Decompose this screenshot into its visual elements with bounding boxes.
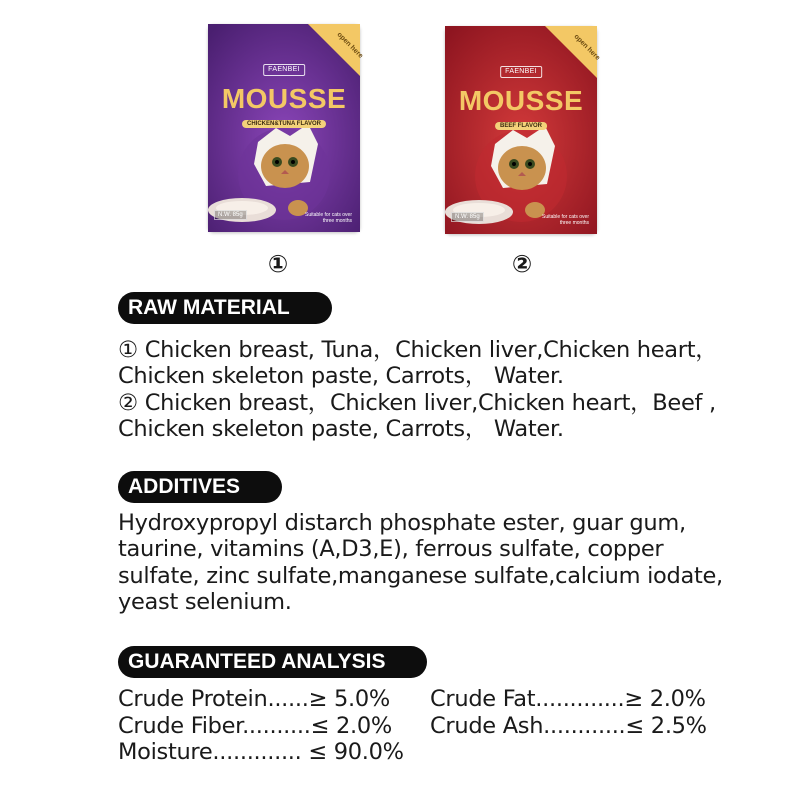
raw-material-line-1: ① Chicken breast, Tuna，Chicken liver,Chicken heart， — [118, 337, 718, 363]
raw-material-heading: RAW MATERIAL — [118, 292, 318, 324]
pouch-1-suitable: Suitable for cats over three months — [305, 212, 352, 224]
crude-fiber-value: Crude Fiber..........≤ 2.0% — [118, 713, 392, 739]
pouch-1-brand: FAENBEI — [263, 64, 305, 76]
pouch-1-open-here: open here — [334, 31, 364, 60]
guaranteed-analysis-heading: GUARANTEED ANALYSIS — [118, 646, 413, 678]
additives-line-1: Hydroxypropyl distarch phosphate ester, guar gum, — [118, 510, 686, 536]
raw-material-line-2: Chicken skeleton paste, Carrots， Water. — [118, 363, 564, 389]
additives-heading: ADDITIVES — [118, 471, 268, 503]
pouch-1-net-weight: N.W. 85g — [214, 210, 247, 220]
crude-fat-value: Crude Fat.............≥ 2.0% — [430, 686, 706, 712]
pouch-2-suitable: Suitable for cats over three months — [542, 214, 589, 226]
product-2-number: ② — [511, 250, 533, 278]
pouch-1-flavor: CHICKEN&TUNA FLAVOR — [242, 120, 326, 128]
additives-line-4: yeast selenium. — [118, 589, 292, 615]
additives-line-3: sulfate, zinc sulfate,manganese sulfate,calcium iodate, — [118, 563, 723, 589]
raw-material-line-4: Chicken skeleton paste, Carrots， Water. — [118, 416, 564, 442]
pouch-2-net-weight: N.W. 85g — [451, 212, 484, 222]
product-pouch-2 — [445, 26, 601, 234]
pouch-2-open-here: open here — [571, 33, 601, 62]
pouch-1-title: MOUSSE — [221, 83, 347, 114]
pouch-2-flavor: BEEF FLAVOR — [495, 122, 547, 130]
product-pouch-1 — [208, 24, 364, 232]
raw-material-line-3: ② Chicken breast，Chicken liver,Chicken heart，Beef , — [118, 390, 716, 416]
moisture-value: Moisture............. ≤ 90.0% — [118, 739, 404, 765]
pouch-2-artwork — [445, 26, 597, 234]
pouch-2-brand: FAENBEI — [500, 66, 542, 78]
pouch-1-artwork — [208, 24, 360, 232]
product-1-number: ① — [267, 250, 289, 278]
crude-protein-value: Crude Protein......≥ 5.0% — [118, 686, 390, 712]
pouch-2-title: MOUSSE — [458, 85, 584, 116]
additives-line-2: taurine, vitamins (A,D3,E), ferrous sulfate, copper — [118, 536, 664, 562]
crude-ash-value: Crude Ash............≤ 2.5% — [430, 713, 707, 739]
